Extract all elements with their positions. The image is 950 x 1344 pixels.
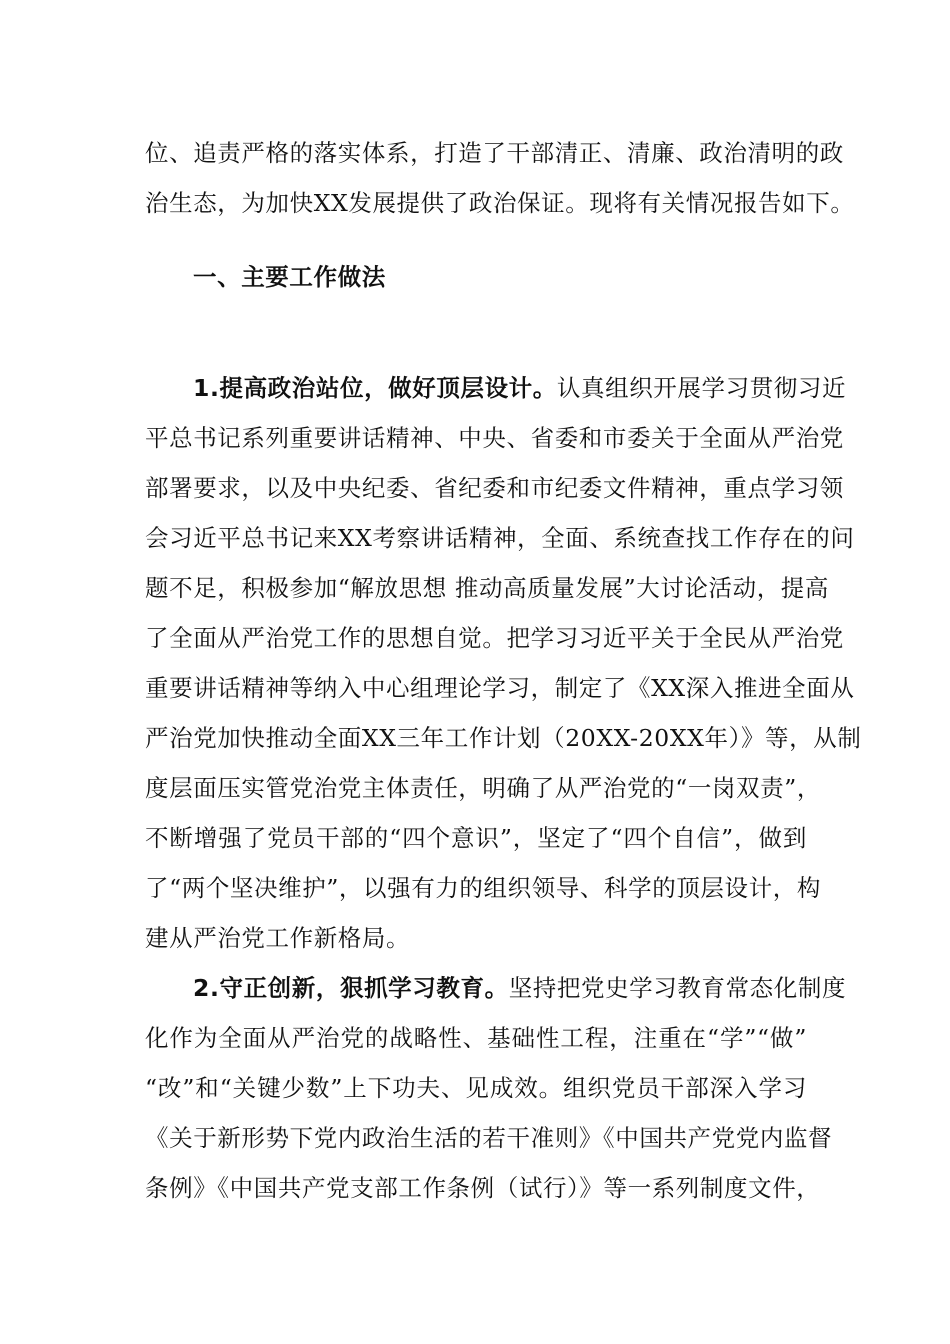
para1-line: 度层面压实管党治党主体责任，明确了从严治党的“一岗双责”，: [145, 774, 821, 802]
para1-line: 题不足，积极参加“解放思想 推动高质量发展”大讨论活动，提高: [145, 574, 829, 602]
para1-first-line-rest: 认真组织开展学习贯彻习近: [556, 374, 847, 402]
para1-line: 部署要求，以及中央纪委、省纪委和市纪委文件精神，重点学习领: [145, 474, 844, 502]
para1-line: 严治党加快推动全面XX三年工作计划（20XX-20XX年）》等，从制: [145, 724, 862, 752]
para1-line: 重要讲话精神等纳入中心组理论学习，制定了《XX深入推进全面从: [145, 674, 855, 702]
para2-first-line-rest: 坚持把党史学习教育常态化制度: [508, 974, 847, 1002]
para2-line: 《关于新形势下党内政治生活的若干准则》《中国共产党党内监督: [145, 1124, 833, 1152]
para1-last-line: 建从严治党工作新格局。: [145, 924, 411, 952]
para2-first-line: [193, 973, 847, 1003]
para1-line: 了“两个坚决维护”，以强有力的组织领导、科学的顶层设计，构: [145, 874, 821, 902]
para1-lead: 1.提高政治站位，做好顶层设计。: [193, 374, 557, 402]
para2-line: 化作为全面从严治党的战略性、基础性工程，注重在“学”“做”: [145, 1024, 807, 1052]
para1-line: 了全面从严治党工作的思想自觉。把学习习近平关于全民从严治党: [145, 624, 844, 652]
para1-line: 会习近平总书记来XX考察讲话精神，全面、系统查找工作存在的问: [145, 524, 855, 552]
para2-line: 条例》《中国共产党支部工作条例（试行）》等一系列制度文件，: [145, 1174, 821, 1202]
para2-lead: 2.守正创新，狠抓学习教育。: [193, 974, 509, 1002]
para1-line: 不断增强了党员干部的“四个意识”，坚定了“四个自信”，做到: [145, 824, 807, 852]
para2-line: “改”和“关键少数”上下功夫、见成效。组织党员干部深入学习: [145, 1074, 807, 1102]
para1-line: 平总书记系列重要讲话精神、中央、省委和市委关于全面从严治党: [145, 424, 844, 452]
intro-line-2: 治生态，为加快XX发展提供了政治保证。现将有关情况报告如下。: [145, 189, 855, 217]
section-heading: 一、主要工作做法: [193, 263, 386, 291]
intro-line-1: 位、追责严格的落实体系，打造了干部清正、清廉、政治清明的政: [145, 139, 844, 167]
para1-first-line: [193, 373, 847, 403]
